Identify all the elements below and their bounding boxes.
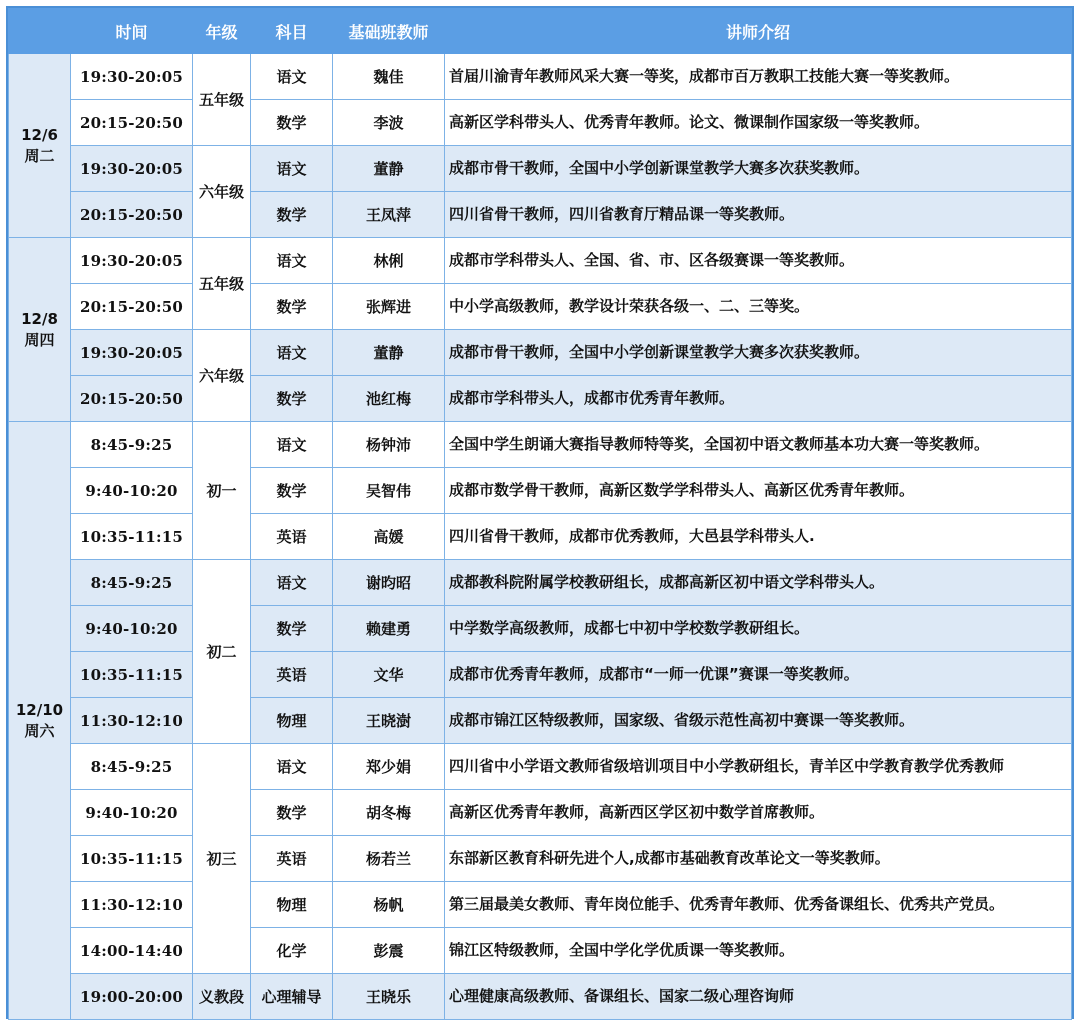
subject-cell: 数学 xyxy=(251,790,333,836)
teacher-cell: 张辉进 xyxy=(333,284,445,330)
header-intro: 讲师介绍 xyxy=(445,9,1072,54)
table-row xyxy=(9,836,1072,882)
table-row xyxy=(9,376,1072,422)
table-row xyxy=(9,882,1072,928)
schedule-sheet xyxy=(6,6,1074,1019)
teacher-cell: 董静 xyxy=(333,146,445,192)
time-cell: 19:30-20:05 xyxy=(71,146,193,192)
grade-cell: 初一 xyxy=(193,422,251,560)
subject-cell: 物理 xyxy=(251,698,333,744)
time-cell: 10:35-11:15 xyxy=(71,514,193,560)
subject-cell: 数学 xyxy=(251,284,333,330)
table-row xyxy=(9,698,1072,744)
subject-cell: 语文 xyxy=(251,238,333,284)
intro-cell: 心理健康高级教师、备课组长、国家二级心理咨询师 xyxy=(445,974,1072,1020)
table-row xyxy=(9,790,1072,836)
intro-cell: 四川省中小学语文教师省级培训项目中小学教研组长，青羊区中学教育教学优秀教师 xyxy=(445,744,1072,790)
grade-cell: 义教段 xyxy=(193,974,251,1020)
subject-cell: 英语 xyxy=(251,652,333,698)
intro-cell: 成都市骨干教师，全国中小学创新课堂教学大赛多次获奖教师。 xyxy=(445,330,1072,376)
grade-cell: 五年级 xyxy=(193,238,251,330)
teacher-cell: 董静 xyxy=(333,330,445,376)
header-subject: 科目 xyxy=(251,9,333,54)
time-cell: 8:45-9:25 xyxy=(71,422,193,468)
subject-cell: 数学 xyxy=(251,100,333,146)
subject-cell: 语文 xyxy=(251,146,333,192)
intro-cell: 全国中学生朗诵大赛指导教师特等奖，全国初中语文教师基本功大赛一等奖教师。 xyxy=(445,422,1072,468)
teacher-cell: 赖建勇 xyxy=(333,606,445,652)
teacher-cell: 池红梅 xyxy=(333,376,445,422)
teacher-cell: 文华 xyxy=(333,652,445,698)
time-cell: 9:40-10:20 xyxy=(71,468,193,514)
teacher-cell: 林俐 xyxy=(333,238,445,284)
time-cell: 20:15-20:50 xyxy=(71,100,193,146)
date-text: 12/8 xyxy=(21,310,58,329)
time-cell: 11:30-12:10 xyxy=(71,882,193,928)
table-row xyxy=(9,514,1072,560)
intro-cell: 首届川渝青年教师风采大赛一等奖，成都市百万教职工技能大赛一等奖教师。 xyxy=(445,54,1072,100)
teacher-cell: 高媛 xyxy=(333,514,445,560)
subject-cell: 化学 xyxy=(251,928,333,974)
subject-cell: 语文 xyxy=(251,422,333,468)
subject-cell: 数学 xyxy=(251,376,333,422)
grade-cell: 初三 xyxy=(193,744,251,974)
time-cell: 8:45-9:25 xyxy=(71,560,193,606)
subject-cell: 语文 xyxy=(251,54,333,100)
teacher-cell: 王晓乐 xyxy=(333,974,445,1020)
teacher-cell: 王凤萍 xyxy=(333,192,445,238)
schedule-table xyxy=(8,8,1072,1020)
time-cell: 19:00-20:00 xyxy=(71,974,193,1020)
subject-cell: 数学 xyxy=(251,468,333,514)
table-row xyxy=(9,330,1072,376)
table-row xyxy=(9,560,1072,606)
time-cell: 8:45-9:25 xyxy=(71,744,193,790)
grade-cell: 五年级 xyxy=(193,54,251,146)
table-row xyxy=(9,238,1072,284)
time-cell: 10:35-11:15 xyxy=(71,836,193,882)
intro-cell: 四川省骨干教师，成都市优秀教师，大邑县学科带头人. xyxy=(445,514,1072,560)
subject-cell: 心理辅导 xyxy=(251,974,333,1020)
intro-cell: 成都市数学骨干教师，高新区数学学科带头人、高新区优秀青年教师。 xyxy=(445,468,1072,514)
table-row xyxy=(9,468,1072,514)
weekday-text: 周六 xyxy=(24,721,55,740)
header-teacher: 基础班教师 xyxy=(333,9,445,54)
intro-cell: 中学数学高级教师，成都七中初中学校数学教研组长。 xyxy=(445,606,1072,652)
time-cell: 19:30-20:05 xyxy=(71,54,193,100)
intro-cell: 成都市骨干教师，全国中小学创新课堂教学大赛多次获奖教师。 xyxy=(445,146,1072,192)
teacher-cell: 魏佳 xyxy=(333,54,445,100)
table-row xyxy=(9,744,1072,790)
table-row xyxy=(9,54,1072,100)
grade-cell: 初二 xyxy=(193,560,251,744)
weekday-text: 周四 xyxy=(24,330,55,349)
intro-cell: 成都市学科带头人、全国、省、市、区各级赛课一等奖教师。 xyxy=(445,238,1072,284)
time-cell: 19:30-20:05 xyxy=(71,238,193,284)
date-cell xyxy=(9,422,71,1020)
teacher-cell: 郑少娟 xyxy=(333,744,445,790)
subject-cell: 英语 xyxy=(251,514,333,560)
subject-cell: 数学 xyxy=(251,192,333,238)
table-row xyxy=(9,284,1072,330)
date-cell xyxy=(9,54,71,238)
time-cell: 20:15-20:50 xyxy=(71,192,193,238)
intro-cell: 第三届最美女教师、青年岗位能手、优秀青年教师、优秀备课组长、优秀共产党员。 xyxy=(445,882,1072,928)
intro-cell: 高新区学科带头人、优秀青年教师。论文、微课制作国家级一等奖教师。 xyxy=(445,100,1072,146)
table-row xyxy=(9,652,1072,698)
teacher-cell: 杨若兰 xyxy=(333,836,445,882)
teacher-cell: 彭震 xyxy=(333,928,445,974)
table-row xyxy=(9,928,1072,974)
header-row xyxy=(9,9,1072,54)
intro-cell: 成都教科院附属学校教研组长，成都高新区初中语文学科带头人。 xyxy=(445,560,1072,606)
time-cell: 19:30-20:05 xyxy=(71,330,193,376)
time-cell: 9:40-10:20 xyxy=(71,606,193,652)
teacher-cell: 谢昀昭 xyxy=(333,560,445,606)
teacher-cell: 杨帆 xyxy=(333,882,445,928)
weekday-text: 周二 xyxy=(24,146,55,165)
subject-cell: 英语 xyxy=(251,836,333,882)
table-row xyxy=(9,974,1072,1020)
grade-cell: 六年级 xyxy=(193,330,251,422)
header-grade: 年级 xyxy=(193,9,251,54)
subject-cell: 物理 xyxy=(251,882,333,928)
date-cell xyxy=(9,238,71,422)
table-row xyxy=(9,192,1072,238)
time-cell: 14:00-14:40 xyxy=(71,928,193,974)
table-row xyxy=(9,100,1072,146)
intro-cell: 成都市学科带头人，成都市优秀青年教师。 xyxy=(445,376,1072,422)
time-cell: 11:30-12:10 xyxy=(71,698,193,744)
intro-cell: 成都市锦江区特级教师，国家级、省级示范性高初中赛课一等奖教师。 xyxy=(445,698,1072,744)
time-cell: 9:40-10:20 xyxy=(71,790,193,836)
intro-cell: 四川省骨干教师，四川省教育厅精品课一等奖教师。 xyxy=(445,192,1072,238)
header-date xyxy=(9,9,71,54)
teacher-cell: 胡冬梅 xyxy=(333,790,445,836)
header-time: 时间 xyxy=(71,9,193,54)
intro-cell: 高新区优秀青年教师，高新西区学区初中数学首席教师。 xyxy=(445,790,1072,836)
subject-cell: 语文 xyxy=(251,560,333,606)
date-text: 12/6 xyxy=(21,126,58,145)
table-row xyxy=(9,606,1072,652)
time-cell: 20:15-20:50 xyxy=(71,376,193,422)
time-cell: 10:35-11:15 xyxy=(71,652,193,698)
teacher-cell: 李波 xyxy=(333,100,445,146)
teacher-cell: 王晓澍 xyxy=(333,698,445,744)
teacher-cell: 杨钟沛 xyxy=(333,422,445,468)
intro-cell: 成都市优秀青年教师，成都市“一师一优课”赛课一等奖教师。 xyxy=(445,652,1072,698)
table-row xyxy=(9,422,1072,468)
date-text: 12/10 xyxy=(15,701,64,720)
grade-cell: 六年级 xyxy=(193,146,251,238)
table-row xyxy=(9,146,1072,192)
teacher-cell: 吴智伟 xyxy=(333,468,445,514)
time-cell: 20:15-20:50 xyxy=(71,284,193,330)
subject-cell: 语文 xyxy=(251,330,333,376)
subject-cell: 语文 xyxy=(251,744,333,790)
intro-cell: 锦江区特级教师，全国中学化学优质课一等奖教师。 xyxy=(445,928,1072,974)
intro-cell: 中小学高级教师，教学设计荣获各级一、二、三等奖。 xyxy=(445,284,1072,330)
intro-cell: 东部新区教育科研先进个人,成都市基础教育改革论文一等奖教师。 xyxy=(445,836,1072,882)
subject-cell: 数学 xyxy=(251,606,333,652)
